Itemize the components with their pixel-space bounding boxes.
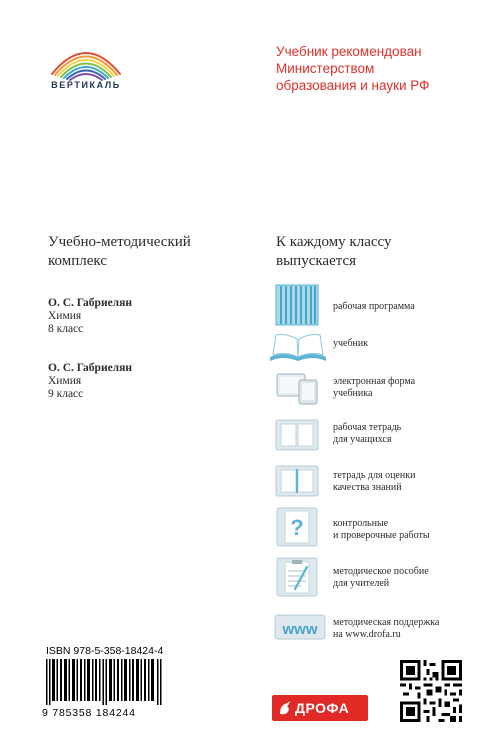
component-label-line: рабочая тетрадь <box>333 422 402 433</box>
www-icon <box>274 608 326 646</box>
publisher-logo-text: ВЕРТИКАЛЬ <box>51 80 121 90</box>
book-subject: Химия <box>48 375 82 387</box>
component-label <box>333 338 493 350</box>
component-label-line: методическое пособие <box>333 566 429 577</box>
component-label-line: на www.drofa.ru <box>333 629 401 640</box>
book-grade: 9 класс <box>48 388 84 400</box>
notebook-icon <box>274 462 320 500</box>
svg-text:www: www <box>282 621 318 638</box>
component-label-line: методическая поддержка <box>333 617 440 628</box>
binder-icon <box>274 284 320 326</box>
book-author: О. С. Габриелян <box>48 297 132 309</box>
bird-icon <box>278 700 292 716</box>
book-author: О. С. Габриелян <box>48 362 132 374</box>
book-subject: Химия <box>48 310 82 322</box>
series-title-line: Учебно-методический <box>48 234 191 250</box>
recommendation-line: Учебник рекомендован <box>276 44 422 59</box>
isbn-text: ISBN 978-5-358-18424-4 <box>46 645 164 657</box>
component-label-line: учебник <box>333 338 369 349</box>
component-label-line: учебника <box>333 388 373 399</box>
component-label <box>333 301 493 313</box>
qr-code-icon <box>400 660 462 722</box>
drofa-logo <box>272 695 368 721</box>
book-entry <box>48 297 248 336</box>
component-label <box>333 376 493 400</box>
component-label <box>333 518 493 542</box>
series-title <box>48 233 248 271</box>
workbook-icon <box>274 416 320 454</box>
component-label <box>333 470 493 494</box>
component-label <box>333 422 493 446</box>
recommendation-text <box>276 43 486 94</box>
barcode-icon <box>46 659 162 705</box>
component-label-line: для учащихся <box>333 434 392 445</box>
component-label-line: для учителей <box>333 578 390 589</box>
svg-text:?: ? <box>290 515 304 540</box>
component-label-line: тетрадь для оценки <box>333 470 416 481</box>
components-title <box>276 233 486 271</box>
component-label-line: рабочая программа <box>333 301 415 312</box>
open-book-icon <box>268 328 328 366</box>
question-icon <box>274 508 320 546</box>
series-title-line: комплекс <box>48 253 107 269</box>
recommendation-line: образования и науки РФ <box>276 78 430 93</box>
devices-icon <box>274 370 320 408</box>
recommendation-line: Министерством <box>276 61 375 76</box>
component-label-line: качества знаний <box>333 482 402 493</box>
book-grade: 8 класс <box>48 323 84 335</box>
components-title-line: К каждому классу <box>276 234 392 250</box>
component-label-line: и проверочные работы <box>333 530 430 541</box>
components-title-line: выпускается <box>276 253 357 269</box>
component-label <box>333 617 493 641</box>
drofa-logo-text: ДРОФА <box>295 700 350 716</box>
clipboard-icon <box>274 558 320 596</box>
component-label-line: контрольные <box>333 518 389 529</box>
book-entry <box>48 362 248 401</box>
component-label-line: электронная форма <box>333 376 416 387</box>
component-label <box>333 566 493 590</box>
barcode-digits: 9 785358 184244 <box>42 707 136 719</box>
